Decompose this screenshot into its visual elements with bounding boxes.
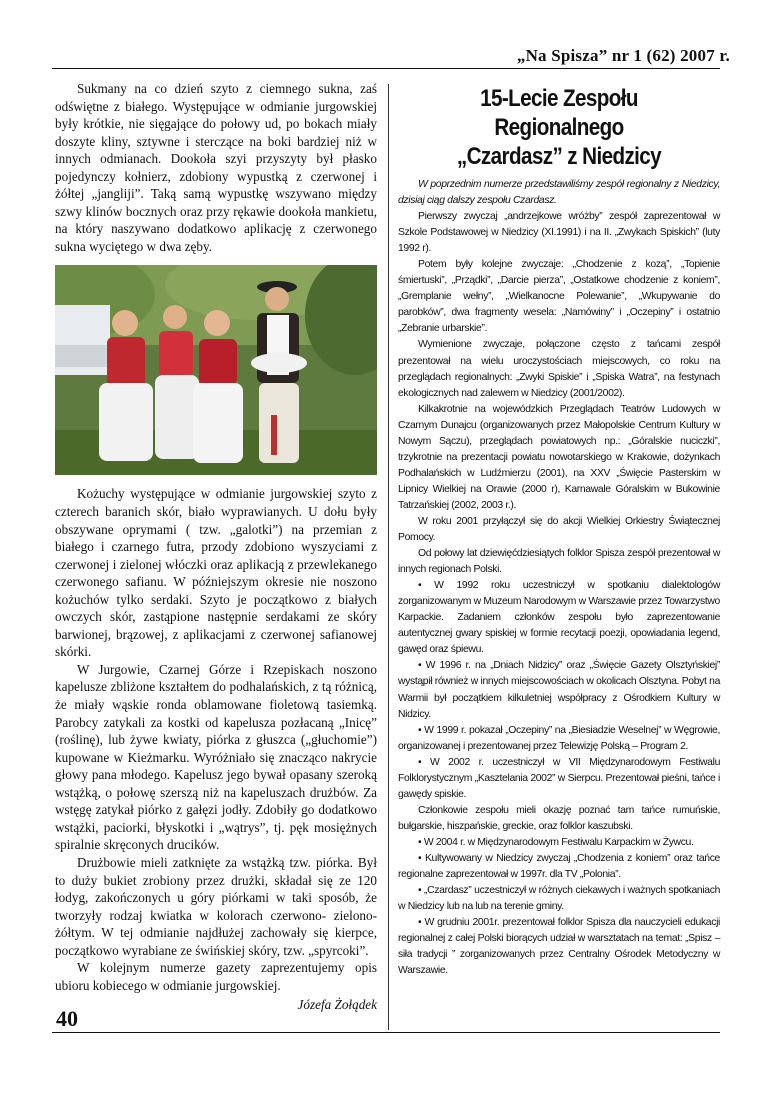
bullet-item: • W 1992 roku uczestniczył w spotkaniu dialektologów zorganizowanym w Muzeum Narodowym w Warszawie przez Towarzystwo Karpackie. Zadaniem członków zespołu było zaprezentowanie autentycznej gwary spiskiej w formie recytacji poezji, opowiadania legend, gawęd oraz śpiewu. bbox=[398, 580, 720, 656]
header-rule bbox=[52, 68, 720, 69]
bullet-item: • W grudniu 2001r. prezentował folklor Spisza dla nauczycieli edukacji regionalnej z całej Polski biorących udział w warsztatach na temat: „Spisz – siła tradycji ” zorganizowanych przez Centralny Ośrodek Metodyczny w Warszawie. bbox=[398, 917, 720, 977]
paragraph: Drużbowie mieli zatknięte za wstążką tzw. piórka. Był to duży bukiet zrobiony przez drużki, składał się ze 120 łodyg, zakończonych u góry piórkami w taki sposób, że tworzyły rodzaj kwiatka w kolorach czerwono- zielono-żółtym. W tej odmianie najdłużej zachowały się kierpce, początkowo wyrabiane ze świńskiej skóry, tzw. „spyrcoki”. bbox=[55, 854, 377, 958]
paragraph: Sukmany na co dzień szyto z ciemnego sukna, zaś odświętne z białego. Występujące w odmianie jurgowskiej były krótkie, nie sięgające do połowy ud, po bokach miały doszyte kliny, sztywne i sterczące na boki bardziej niż w innych odmianach. Dookoła szyi przyszyty był płasko pojedynczy kołnierz, zdobiony wypustką z czerwonej i żółtej „jangliji”. Taką samą wypustkę wszywano między szwy klinów bocznych oraz przy rękawie dookoła mankietu, na który naszywano dodatkowo aplikację z czerwonego sukna wyciętego w dwa zęby. bbox=[55, 81, 377, 254]
folk-costume-photo bbox=[55, 265, 377, 475]
masthead: „Na Spisza” nr 1 (62) 2007 r. bbox=[516, 46, 730, 65]
left-column bbox=[55, 80, 377, 1014]
paragraph: W roku 2001 przyłączył się do akcji Wielkiej Orkiestry Świątecznej Pomocy. bbox=[398, 515, 720, 544]
paragraph: Pierwszy zwyczaj „andrzejkowe wróżby” zespół zaprezentował w Szkole Podstawowej w Niedzicy (XI.1991) i na II. „Zwykach Spiskich” (luty 1992 r). bbox=[398, 211, 720, 255]
bullet-item: • Kultywowany w Niedzicy zwyczaj „Chodzenia z koniem” oraz tańce regionalne zaprezentował w 1997r. dla TV „Polonia”. bbox=[398, 852, 720, 881]
right-column bbox=[398, 84, 720, 979]
paragraph: Od połowy lat dziewięćdziesiątych folklor Spisza zespół prezentował w innych regionach Polski. bbox=[398, 548, 720, 576]
page-number: 40 bbox=[56, 1006, 78, 1031]
bullet-item: • W 2004 r. w Międzynarodowym Festiwalu Karpackim w Żywcu. bbox=[418, 836, 694, 848]
paragraph: W Jurgowie, Czarnej Górze i Rzepiskach noszono kapelusze zbliżone kształtem do podhalańskich, z tą różnicą, że miały wąskie ronda oblamowane fioletową tasiemką. Parobcy zatykali za kostki od kapelusza pozłacaną „Inicę” (roślinę), lub żywe kwiaty, piórka z głuszca („głuchomie”) kupowane w Kieżmarku. Wyróżniało się znacząco nakrycie głowy pana młodego. Kapelusz jego bywał opasany szeroką wstążką, o połowę szerszą niż na kapeluszach drużbów. Za wstęgę zatykał piórko z gałęzi jodły. Zdobiły go dodatkowo wstążki, paciorki, błyskotki i „wątrys”, tj. pęk mosiężnych spiralnie skręconych drucików. bbox=[55, 661, 377, 853]
lead-paragraph: W poprzednim numerze przedstawiliśmy zespół regionalny z Niedzicy, dzisiaj ciąg dalszy zespołu Czardasz. bbox=[398, 179, 720, 207]
bullet-item: • „Czardasz” uczestniczył w różnych ciekawych i ważnych spotkaniach w Niedzicy lub na lub na terenie gminy. bbox=[398, 885, 720, 913]
paragraph: Wymienione zwyczaje, połączone często z tańcami zespół prezentował na wielu uroczystościach miejscowych, co roku na przeglądach regionalnych: „Zwyki Spiskie” i „Spiska Watra”, na festynach ekologicznych nad zalewem w Niedzicy (2001/2002). bbox=[398, 339, 720, 399]
paragraph: W kolejnym numerze gazety zaprezentujemy opis ubioru kobiecego w odmianie jurgowskiej. bbox=[55, 960, 377, 993]
paragraph: Kilkakrotnie na wojewódzkich Przeglądach Teatrów Ludowych w Czarnym Dunajcu (organizowanych przez Małopolskie Centrum Kultury w Nowym Sączu), przeglądach powiatowych np.: „Góralskie nuciczki”, trzykrotnie na prezentacji powiatu nowotarskiego w Krakowie, dożynkach Podhalańskich w Ludźmierzu (2001), na XXV „Święcie Pasterskim w Lipnicy Wielkiej na Orawie (2000 r), Karnawale Góralskim w Bukowinie Tatrzańskiej (2002, 2003 r.). bbox=[398, 403, 720, 511]
paragraph: Kożuchy występujące w odmianie jurgowskiej szyto z czterech baranich skór, biało wyprawianych. U dołu były obszywane oprymami ( tzw. „galotki”) na przemian z białego i czarnego futra, przody zdobiono wyszyciami z czerwonej i zielonej włóczki oraz aplikacją z przewlekanego czerwonego safianu. W późniejszym okresie nie noszono kożuchów tylko serdaki. Szyto je początkowo z białych owczych skór, zastąpione następnie serdakami ze skóry barwionej, brązowej, z aplikacjami z czerwonej safianowej skórki. bbox=[55, 486, 377, 660]
title-line: „Czardasz” z Niedzicy bbox=[456, 143, 662, 170]
bullet-item: • W 1996 r. na „Dniach Nidzicy” oraz „Święcie Gazety Olsztyńskiej” wystąpił również w innych miejscowościach w okolicach Olsztyna. Pobyt na Warmii był początkiem kilkuletniej współpracy z Ośrodkiem Kultury w Nidzicy. bbox=[398, 660, 720, 720]
title-line: 15-Lecie Zespołu Regionalnego bbox=[480, 85, 638, 141]
bullet-item: • W 1999 r. pokazał „Oczepiny” na „Biesiadzie Weselnej” w Węgrowie, organizowanej i prezentowanej przez Telewizję Polską – Program 2. bbox=[398, 724, 720, 752]
bullet-item: • W 2002 r. uczestniczył w VII Międzynarodowym Festiwalu Folklorystycznym „Kasztelania 2002” w Sierpcu. Prezentował pieśni, tańce i gawędy spiskie. bbox=[398, 756, 720, 800]
paragraph: Członkowie zespołu mieli okazję poznać tam tańce rumuńskie, bułgarskie, hiszpańskie, greckie, oraz folklor kaszubski. bbox=[398, 804, 720, 832]
article-body bbox=[398, 177, 720, 979]
article-title bbox=[417, 84, 701, 171]
author-signature: Józefa Żołądek bbox=[297, 997, 377, 1013]
column-divider bbox=[388, 84, 389, 1030]
footer-rule bbox=[52, 1032, 720, 1033]
paragraph: Potem były kolejne zwyczaje: „Chodzenie z kozą”, „Topienie śmiertuski”, „Prządki”, „Darcie pierza”, „Ostatkowe chodzenie z koniem”, „Gremplanie wełny”, „Wielkanocne Polewanie”, „Wkupywanie do parobków”, dwa fragmenty wesela: „Namówiny” i „Oczepiny” i ostatnio „Zebranie urbarskie”. bbox=[398, 259, 720, 335]
